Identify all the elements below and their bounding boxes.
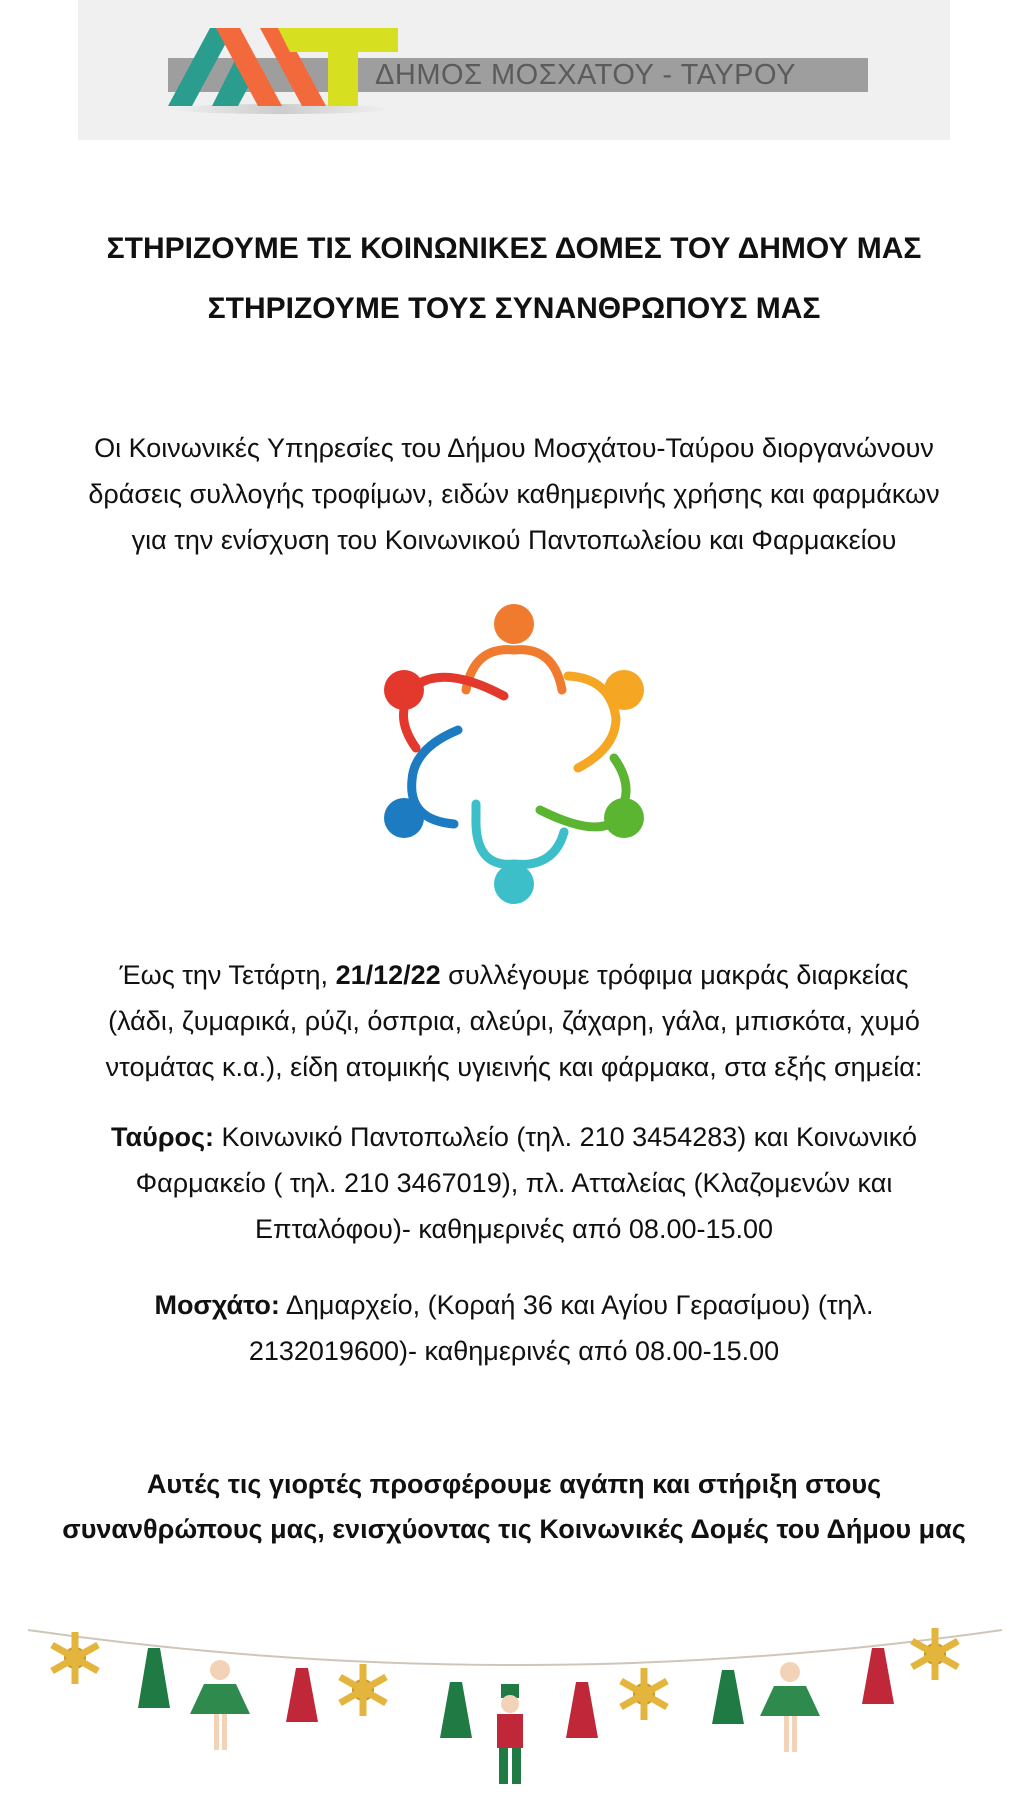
tavros-label: Ταύρος: — [111, 1122, 215, 1152]
tavros-line: Φαρμακείο ( τηλ. 210 3467019), πλ. Ατταλείας (Κλαζομενών και — [135, 1168, 893, 1198]
moschato-location — [0, 1282, 1028, 1374]
headline-support-structures: ΣΤΗΡΙΖΟΥΜΕ ΤΙΣ ΚΟΙΝΩΝΙΚΕΣ ΔΟΜΕΣ ΤΟΥ ΔΗΜΟΥ ΜΑΣ — [106, 232, 922, 265]
collection-line — [0, 952, 1028, 998]
nutcracker-icon — [497, 1684, 523, 1784]
tavros-line1-rest: Κοινωνικό Παντοπωλείο (τηλ. 210 3454283) και Κοινωνικό — [214, 1122, 917, 1152]
closing-line: Αυτές τις γιορτές προσφέρουμε αγάπη και στήριξη στους — [146, 1469, 882, 1499]
tavros-line — [0, 1114, 1028, 1160]
christmas-garland-icon — [20, 1620, 1010, 1795]
intro-line: Οι Κοινωνικές Υπηρεσίες του Δήμου Μοσχάτου-Ταύρου διοργανώνουν — [94, 433, 934, 463]
intro-paragraph — [0, 425, 1028, 563]
tavros-line: Επταλόφου)- καθημερινές από 08.00-15.00 — [254, 1214, 774, 1244]
collection-line1-rest: συλλέγουμε τρόφιμα μακράς διαρκείας — [440, 960, 909, 990]
intro-line: για την ενίσχυση του Κοινωνικού Παντοπωλείου και Φαρμακείου — [131, 525, 897, 555]
closing-line: συνανθρώπους μας, ενισχύοντας τις Κοινωνικές Δομές του Δήμου μας — [62, 1514, 966, 1544]
community-circle-icon — [378, 598, 650, 908]
collection-date: 21/12/22 — [335, 960, 441, 990]
collection-line: ντομάτας κ.α.), είδη ατομικής υγιεινής και φάρμακα, στα εξής σημεία: — [105, 1052, 923, 1082]
tavros-location — [0, 1114, 1028, 1252]
intro-line: δράσεις συλλογής τροφίμων, ειδών καθημερινής χρήσης και φαρμάκων — [88, 479, 940, 509]
collection-prefix: Έως την Τετάρτη, — [119, 960, 336, 990]
closing-message — [0, 1462, 1028, 1552]
moschato-line: 2132019600)- καθημερινές από 08.00-15.00 — [248, 1336, 780, 1366]
moschato-line — [0, 1282, 1028, 1328]
headline-support-people: ΣΤΗΡΙΖΟΥΜΕ ΤΟΥΣ ΣΥΝΑΝΘΡΩΠΟΥΣ ΜΑΣ — [207, 292, 821, 325]
moschato-line1-rest: Δημαρχείο, (Κοραή 36 και Αγίου Γερασίμου) (τηλ. — [279, 1290, 874, 1320]
moschato-label: Μοσχάτο: — [154, 1290, 280, 1320]
collection-paragraph — [0, 952, 1028, 1090]
collection-line: (λάδι, ζυμαρικά, ρύζι, όσπρια, αλεύρι, ζάχαρη, γάλα, μπισκότα, χυμό — [108, 1006, 920, 1036]
municipality-name: ΔΗΜΟΣ ΜΟΣΧΑΤΟΥ - ΤΑΥΡΟΥ — [375, 59, 796, 91]
municipality-logo-icon — [168, 24, 398, 106]
